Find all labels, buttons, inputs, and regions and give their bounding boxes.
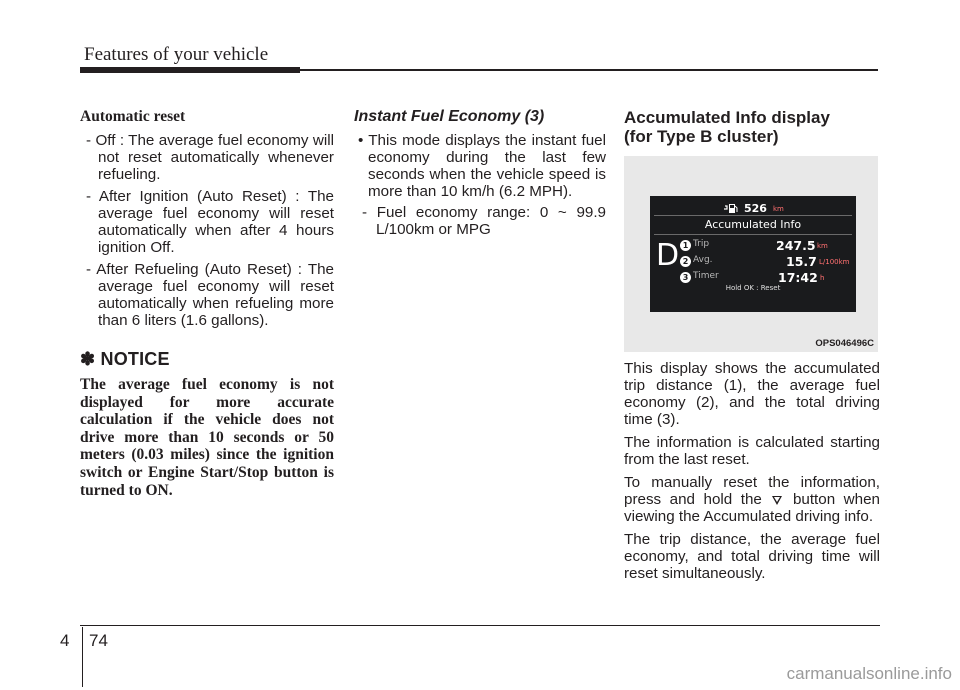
notice-heading xyxy=(80,349,334,370)
trip-row xyxy=(680,238,850,254)
fuel-economy-range: - Fuel economy range: 0 ~ 99.9 L/100km or MPG xyxy=(362,204,606,238)
cluster-figure xyxy=(624,156,878,352)
screen-divider-top xyxy=(654,215,852,216)
avg-row xyxy=(680,254,850,270)
trip-value: 247.5 xyxy=(776,238,816,253)
notice-title: NOTICE xyxy=(100,349,170,369)
timer-value: 17:42 xyxy=(778,270,818,285)
notice-text: The average fuel economy is not displayed for more accurate calculation if the vehicle does not drive more than 10 seconds or 50 meters (0.03 miles) since the ignition switch or Engine Start/Stop button is turned to ON. xyxy=(80,376,334,499)
hold-ok-reset-text: Hold OK : Reset xyxy=(725,284,781,292)
accumulated-info-heading-line1: Accumulated Info display xyxy=(624,108,830,127)
fuel-range-value: 526 xyxy=(744,202,767,215)
watermark: carmanualsonline.info xyxy=(786,664,952,683)
fuel-range-readout xyxy=(724,202,784,215)
figure-code: OPS046496C xyxy=(815,338,874,349)
down-triangle-icon xyxy=(772,496,782,505)
footer-divider xyxy=(82,627,83,687)
column-1 xyxy=(80,108,334,499)
fuel-pump-icon xyxy=(724,203,738,214)
fuel-range-unit: km xyxy=(772,204,784,213)
screen-title: Accumulated Info xyxy=(704,218,802,231)
cluster-screen xyxy=(650,196,856,312)
trip-unit: km xyxy=(817,242,828,250)
accumulated-para-4: The trip distance, the average fuel economy, and total driving time will reset simultaneously. xyxy=(624,531,880,582)
screen-divider-bottom xyxy=(654,234,852,235)
gear-indicator: D xyxy=(656,238,680,273)
instant-fuel-economy-heading: Instant Fuel Economy (3) xyxy=(354,108,545,125)
accumulated-para-2: The information is calculated starting from the last reset. xyxy=(624,434,880,468)
bullet-symbol: • xyxy=(358,132,364,149)
accumulated-info-heading xyxy=(624,108,880,146)
header-bar xyxy=(80,67,300,73)
header-rule xyxy=(300,69,878,71)
avg-label: Avg. xyxy=(693,255,713,265)
timer-unit: h xyxy=(820,274,825,282)
page-header-title: Features of your vehicle xyxy=(84,44,269,65)
para-3-before: To manually reset the information, press and hold the xyxy=(624,474,880,508)
accumulated-para-1: This display shows the accumulated trip distance (1), the average fuel economy (2), and the total driving time (3). xyxy=(624,360,880,428)
accumulated-para-3 xyxy=(624,474,880,525)
column-3 xyxy=(624,108,880,588)
avg-value: 15.7 xyxy=(786,254,817,269)
trip-label: Trip xyxy=(693,239,710,249)
notice-symbol: ✽ xyxy=(80,349,96,369)
instant-fuel-bullet xyxy=(354,132,606,200)
timer-number-badge: 3 xyxy=(680,272,691,283)
timer-label: Timer xyxy=(693,271,719,281)
reset-option-ignition: - After Ignition (Auto Reset) : The average fuel economy will reset automatically when after 4 hours ignition Off. xyxy=(86,188,334,256)
para-3-after: button when viewing the Accumulated driving info. xyxy=(624,491,880,525)
trip-number-badge: 1 xyxy=(680,240,691,251)
accumulated-info-heading-line2: (for Type B cluster) xyxy=(624,127,779,146)
avg-number-badge: 2 xyxy=(680,256,691,267)
bullet-text: This mode displays the instant fuel economy during the last few seconds when the vehicle speed is more than 10 km/h (6.2 MPH). xyxy=(368,132,606,200)
page-number: 74 xyxy=(89,631,108,650)
reset-option-off: - Off : The average fuel economy will not reset automatically whenever refueling. xyxy=(86,132,334,183)
reset-option-refueling: - After Refueling (Auto Reset) : The average fuel economy will reset automatically when refueling more than 6 liters (1.6 gallons). xyxy=(86,261,334,329)
automatic-reset-heading: Automatic reset xyxy=(80,108,186,125)
footer-rule xyxy=(80,625,880,626)
avg-unit: L/100km xyxy=(819,258,850,266)
chapter-number: 4 xyxy=(60,631,70,650)
column-2 xyxy=(354,108,606,243)
